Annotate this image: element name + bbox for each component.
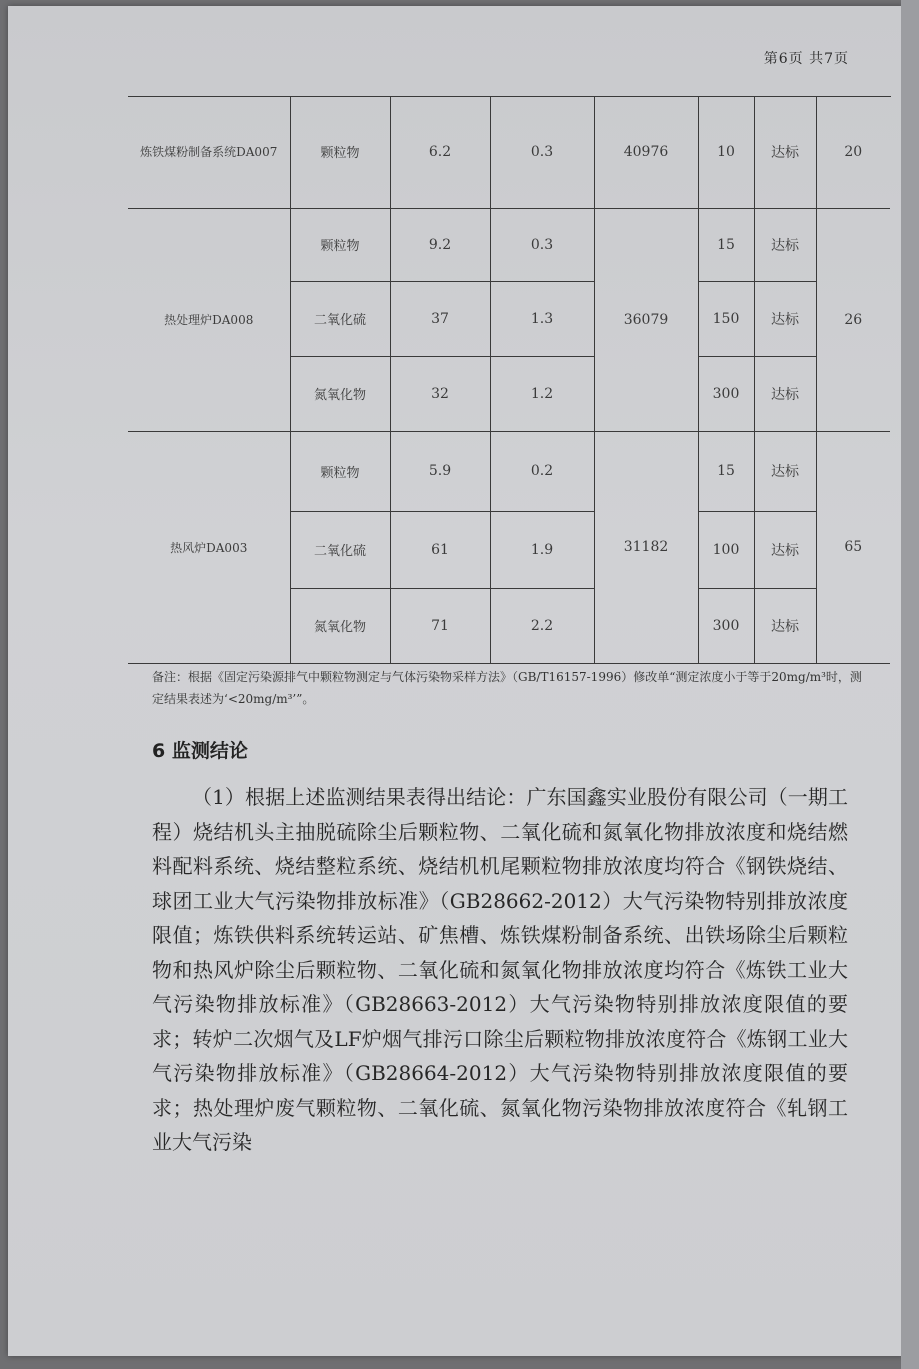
limit-cell: 15: [698, 431, 754, 511]
limit-cell: 100: [698, 511, 754, 588]
conclusion-paragraph: （1）根据上述监测结果表得出结论：广东国鑫实业股份有限公司（一期工程）烧结机头主抽脱硫除尘后颗粒物、二氧化硫和氮氧化物排放浓度和烧结燃料配料系统、烧结整粒系统、烧结机机尾颗粒物排放浓度均符合《钢铁烧结、球团工业大气污染物排放标准》（GB28662-2012）大气污染物特别排放浓度限值；炼铁供料系统转运站、矿焦槽、炼铁煤粉制备系统、出铁场除尘后颗粒物和热风炉除尘后颗粒物、二氧化硫和氮氧化物排放浓度均符合《炼铁工业大气污染物排放标准》（GB28663-2012）大气污染物特别排放浓度限值的要求；转炉二次烟气及LF炉烟气排污口除尘后颗粒物排放浓度符合《炼钢工业大气污染物排放标准》（GB28664-2012）大气污染物特别排放浓度限值的要求；热处理炉废气颗粒物、二氧化硫、氮氧化物污染物排放浓度符合《轧钢工业大气污染: [152, 785, 848, 1154]
emission-rate-cell: 1.2: [490, 356, 594, 431]
limit-cell: 300: [698, 356, 754, 431]
monitoring-results-table: [128, 96, 890, 664]
limit-cell: 150: [698, 281, 754, 356]
pollutant-cell: 颗粒物: [290, 208, 390, 281]
emission-rate-cell: 1.9: [490, 511, 594, 588]
height-cell: 26: [816, 208, 890, 431]
limit-cell: 15: [698, 208, 754, 281]
table-row: [128, 96, 890, 208]
pollutant-cell: 氮氧化物: [290, 356, 390, 431]
concentration-cell: 37: [390, 281, 490, 356]
emission-rate-cell: 0.2: [490, 431, 594, 511]
result-cell: 达标: [754, 356, 816, 431]
limit-cell: 300: [698, 588, 754, 663]
source-cell: 热处理炉DA008: [128, 208, 290, 431]
pollutant-cell: 二氧化硫: [290, 511, 390, 588]
concentration-cell: 5.9: [390, 431, 490, 511]
flow-cell: 40976: [594, 96, 698, 208]
table-note: 备注：根据《固定污染源排气中颗粒物测定与气体污染物采样方法》（GB/T16157-1996）修改单“测定浓度小于等于20mg/m³时，测定结果表述为‘<20mg/m³’”。: [152, 670, 862, 706]
pollutant-cell: 颗粒物: [290, 431, 390, 511]
pollutant-cell: 颗粒物: [290, 96, 390, 208]
height-cell: 65: [816, 431, 890, 663]
result-cell: 达标: [754, 208, 816, 281]
emission-rate-cell: 2.2: [490, 588, 594, 663]
height-cell: 20: [816, 96, 890, 208]
flow-cell: 31182: [594, 431, 698, 663]
concentration-cell: 6.2: [390, 96, 490, 208]
conclusion-text: [152, 780, 848, 1160]
result-cell: 达标: [754, 431, 816, 511]
source-cell: 热风炉DA003: [128, 431, 290, 663]
flow-cell: 36079: [594, 208, 698, 431]
result-cell: 达标: [754, 511, 816, 588]
pollutant-cell: 二氧化硫: [290, 281, 390, 356]
result-cell: 达标: [754, 588, 816, 663]
table-row: [128, 208, 890, 281]
concentration-cell: 9.2: [390, 208, 490, 281]
concentration-cell: 32: [390, 356, 490, 431]
page-number-label: 第6页 共7页: [763, 51, 849, 67]
concentration-cell: 71: [390, 588, 490, 663]
emission-rate-cell: 0.3: [490, 96, 594, 208]
source-cell: 炼铁煤粉制备系统DA007: [128, 96, 290, 208]
emission-rate-cell: 1.3: [490, 281, 594, 356]
result-cell: 达标: [754, 96, 816, 208]
concentration-cell: 61: [390, 511, 490, 588]
limit-cell: 10: [698, 96, 754, 208]
result-cell: 达标: [754, 281, 816, 356]
adjacent-page-edge: [901, 0, 919, 1369]
table-row: [128, 431, 890, 511]
pollutant-cell: 氮氧化物: [290, 588, 390, 663]
section-title: 6 监测结论: [152, 740, 248, 762]
emission-rate-cell: 0.3: [490, 208, 594, 281]
